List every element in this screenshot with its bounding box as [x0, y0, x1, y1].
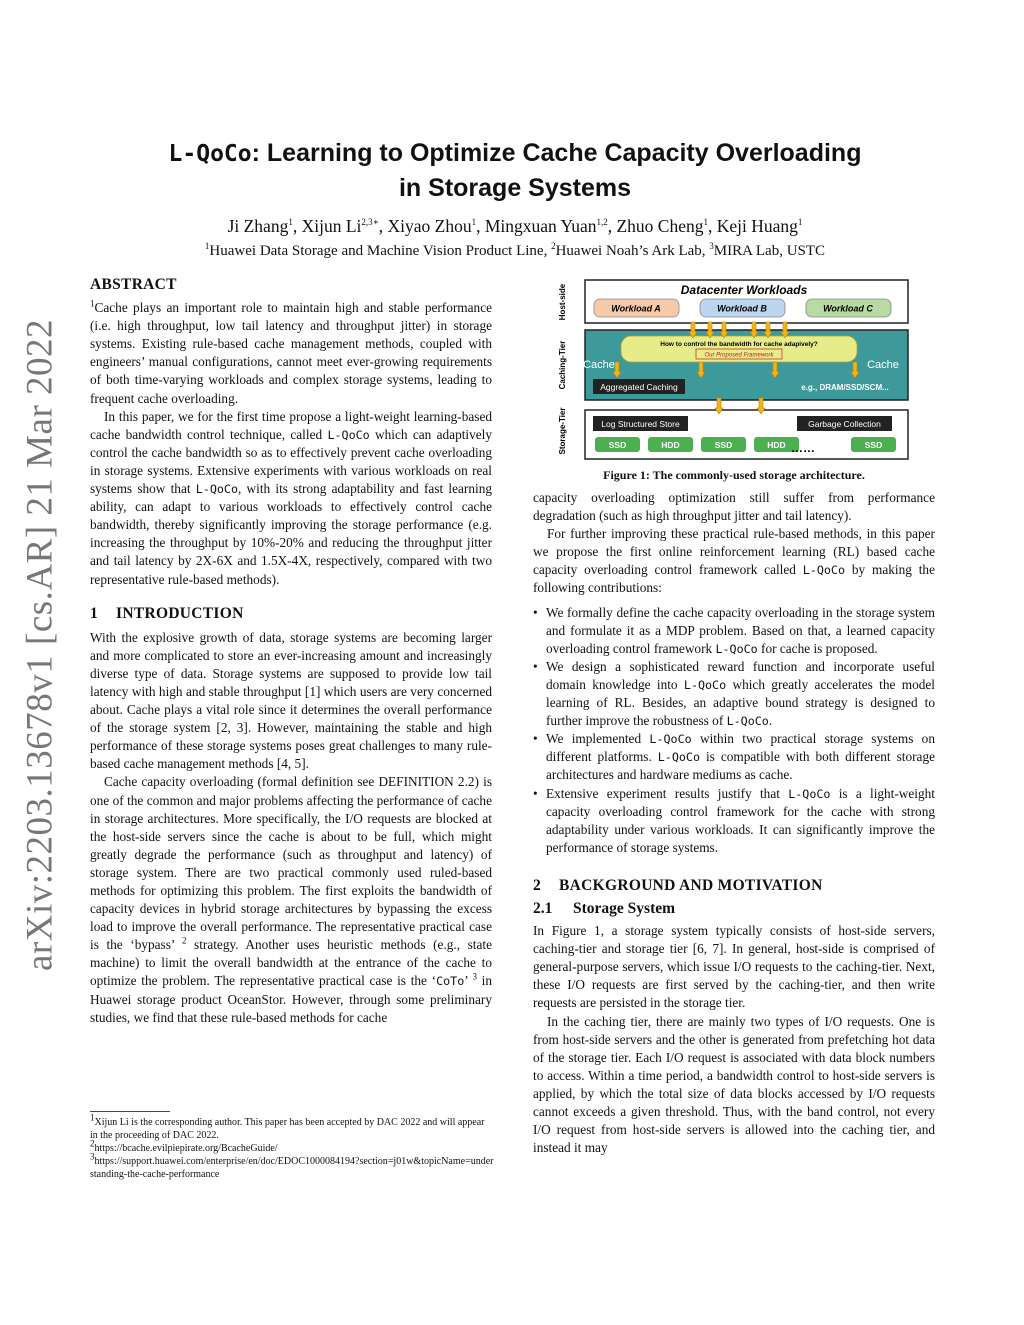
garbage-collection-label: Garbage Collection: [808, 419, 881, 429]
author: Mingxuan Yuan: [484, 216, 597, 236]
title-line2: in Storage Systems: [398, 174, 632, 202]
contribution-item: [533, 658, 935, 730]
author: Xijun Li: [301, 216, 362, 236]
contribution-text: which greatly accelerates the model learning of RL. Besides, an adaptive bound strategy is designed to further improve the robustness of: [546, 676, 935, 729]
author: Xiyao Zhou: [387, 216, 472, 236]
author: Ji Zhang: [227, 216, 289, 236]
footnote-sup: 1: [90, 1112, 95, 1123]
contribution-list: [533, 604, 935, 857]
title-line1: : Learning to Optimize Cache Capacity Overloading: [251, 139, 862, 167]
footnote: [90, 1151, 494, 1181]
method-name: L-QoCo: [195, 482, 238, 497]
footnote-rule: [90, 1111, 170, 1112]
abstract-heading: ABSTRACT: [90, 276, 177, 293]
contribution-text: We design a sophisticated reward function and incorporate useful domain knowledge into: [546, 658, 935, 692]
drive-label: SSD: [864, 440, 883, 450]
section-title: INTRODUCTION: [116, 604, 244, 622]
contribution-text: is a light-weight capacity overloading control framework for the cache with strong adaptability under various workloads. It can significantly improve the performance of storage systems.: [546, 785, 935, 855]
footnote-link[interactable]: https://bcache.evilpiepirate.org/BcacheGuide/: [94, 1143, 278, 1154]
datacenter-label: Datacenter Workloads: [680, 283, 808, 297]
right-paragraph-2: [533, 525, 935, 597]
log-store-label: Log Structured Store: [601, 419, 680, 429]
workload-a-label: Workload A: [611, 303, 661, 314]
method-name: L-QoCo: [802, 563, 846, 578]
affiliation: MIRA Lab, USTC: [713, 243, 826, 259]
drive-label: HDD: [767, 440, 786, 450]
abstract-fn-mark: 1: [90, 298, 95, 309]
footnotes: [90, 1112, 494, 1181]
cache-right-label: Cache: [867, 359, 899, 371]
affil-sup: 1: [204, 241, 210, 251]
arxiv-id: arXiv:2203.13678v1 [cs.AR] 21 Mar 2022: [19, 318, 61, 972]
coto-name: CoTo: [436, 974, 465, 989]
right-paragraph-3: In Figure 1, a storage system typically consists of host-side servers, caching-tier and storage tier [6, 7]. In general, host-side is comprised of general-purpose servers, which issue I/O requests to the caching-tier. Next, these I/O requests are first served by the caching-tier, and then write requests are persisted in the storage tier.: [533, 923, 935, 1011]
contribution-text: We formally define the cache capacity overloading in the storage system and formulate it as a MDP problem. Based on that, a learned capacity overloading control framework: [546, 604, 935, 656]
tier-label-host: Host-side: [558, 283, 567, 321]
affil-sup: 2: [551, 241, 556, 251]
drive-ellipsis: ……: [791, 441, 815, 455]
abstract-text-1: Cache plays an important role to maintain high and stable performance (i.e. high throughput, low tail latency and throughput jitter) in storage systems. Existing rule-based cache management methods, coupled with engineers’ manual configurations, cannot meet ever-growing requirements of both time-varying workloads and complex storage systems, leading to frequent cache overloading.: [90, 300, 492, 406]
intro-paragraph-1: With the explosive growth of data, storage systems are becoming larger and more complicated to store an ever-increasing amount and increasingly diverse type of data. Storage systems are supposed to provide low tail latency with high and stable throughput [1] which users are very concerned about. Cache plays a vital role since it determines the overall performance of the storage system [2, 3]. However, maintaining the stable and high performance of these storage systems poses great challenges to many rule-based cache management methods [4, 5].: [90, 629, 492, 772]
intro-text-2d: in Huawei storage product OceanStor. However, through some preliminary studies, we find that these rule-based methods for cache: [90, 973, 493, 1025]
contribution-item: [533, 604, 935, 658]
subsection-number: 2.1: [533, 899, 553, 917]
intro-text-2b: strategy. Another uses heuristic methods (e.g., state machine) to limit the overall bandwidth at the entrance of the cache to optimize the problem. The representative practical case is the ‘: [90, 937, 492, 989]
affiliation: Huawei Noah’s Ark Lab,: [555, 243, 710, 259]
intro-text-2c: ’: [464, 973, 473, 989]
footnote-sup: 3: [90, 1151, 95, 1162]
section-number: 1: [90, 604, 99, 622]
intro-heading: [90, 605, 492, 623]
author-sup: 2,3∗: [361, 217, 379, 228]
affiliation: Huawei Data Storage and Machine Vision Product Line,: [209, 243, 552, 259]
affil-sup: 3: [709, 241, 714, 251]
contribution-text: We implemented: [546, 731, 650, 747]
author: Zhuo Cheng: [616, 216, 704, 236]
author-sup: 1: [471, 217, 477, 228]
right-text-2a: For further improving these practical rule-based methods, in this paper we propose the first online reinforcement learning (RL) based cache capacity overloading control framework called: [533, 526, 935, 578]
affiliations: [100, 243, 930, 260]
method-name: L-QoCo: [649, 732, 692, 747]
method-name: L-QoCo: [657, 750, 700, 765]
right-text-2b: by making the following contributions:: [533, 562, 935, 596]
abstract-text-2b: which can adaptively control the cache bandwidth so as to effectively prevent cache overloading in storage systems. Extensive experiments with various workloads on real systems show that: [90, 426, 492, 497]
footnote-text: Xijun Li is the corresponding author. This paper has been accepted by DAC 2022 and will appear in the proceeding of DAC 2022.: [90, 1117, 485, 1141]
proposed-framework-label: Our Proposed Framework: [704, 352, 774, 359]
storage-architecture-figure: [555, 278, 912, 463]
section-2-1-heading: [533, 900, 935, 918]
author-sup: 1,2: [596, 217, 608, 228]
workload-b-label: Workload B: [717, 303, 767, 314]
method-name: L-QoCo: [715, 641, 758, 656]
aggregated-caching-label: Aggregated Caching: [600, 382, 678, 392]
intro-text-2a: Cache capacity overloading (formal definition see DEFINITION 2.2) is one of the common and major problems affecting the performance of cache in storage architectures. More specifically, the I/O requests are blocked at the host-side servers since the cache is about to be full, which might greatly degrade the performance (such as throughput and latency) of storage system. There are two practical commonly used ruled-based methods for optimizing this problem. The first exploits the bandwidth of capacity devices in hybrid storage architectures by bypassing the excess load to improve the overall performance. The representative practical case is the ‘bypass’: [90, 774, 492, 953]
control-question: How to control the bandwidth for cache adapively?: [660, 341, 818, 348]
right-column: [533, 489, 935, 1157]
abstract-text-2c: , with its strong adaptability and fast learning ability, can adapt to various workloads to effectively control cache bandwidth, thereby significantly improving the storage performance (e.g. increasing the throughput by 10%-20% and reducing the throughput jitter and tail latency by 2X-6X and 1.5X-4X, respectively, compared with two representative rule-based methods).: [90, 481, 492, 587]
footnote-mark: 2: [181, 935, 187, 946]
abstract-paragraph-1: [90, 299, 492, 408]
section-title: BACKGROUND AND MOTIVATION: [559, 876, 823, 894]
workload-c-label: Workload C: [823, 303, 873, 314]
author-sup: 1: [703, 217, 708, 228]
drive-label: HDD: [661, 440, 680, 450]
contribution-item: [533, 730, 935, 784]
contribution-text: for cache is proposed.: [757, 640, 878, 656]
method-name: L-QoCo: [788, 786, 831, 801]
cache-media-label: e.g., DRAM/SSD/SCM...: [801, 383, 889, 392]
footnote-mark: 3: [472, 972, 477, 983]
footnote: [90, 1138, 494, 1155]
paper-title: [100, 136, 930, 205]
section-number: 2: [533, 876, 542, 894]
drive-label: SSD: [608, 440, 627, 450]
arxiv-stamp: [10, 318, 70, 972]
contribution-text: .: [768, 713, 773, 729]
abstract-text-2a: In this paper, we for the first time propose a light-weight learning-based cache bandwidth control technique, called: [90, 408, 492, 442]
footnote: [90, 1112, 494, 1142]
title-method-name: L-QoCo: [168, 141, 252, 167]
cache-left-label: Cache: [583, 359, 615, 371]
section-2-heading: [533, 877, 935, 895]
contribution-item: [533, 785, 935, 857]
method-name: L-QoCo: [726, 714, 769, 729]
footnote-link[interactable]: https://support.huawei.com/enterprise/en/doc/EDOC1000084194?section=j01w&topicName=understanding-the-cache-performance: [90, 1156, 494, 1180]
footnote-sup: 2: [90, 1138, 95, 1149]
right-paragraph-4: In the caching tier, there are mainly two types of I/O requests. One is from host-side servers and the other is generated from prefetching hot data of the storage tier. Each I/O request is associated with data block numbers to access. Within a time period, a bandwidth control to host-side servers is applied, by which the total size of data blocks accessed by I/O requests cannot exceeds a given threshold. Thus, with the band control, not every I/O request from host-side servers is allowed into the caching tier, and instead it may: [533, 1013, 935, 1156]
author-sup: 1: [797, 217, 803, 228]
abstract-paragraph-2: [90, 408, 492, 589]
contribution-text: is compatible with both different storage architectures and hardware mediums as cache.: [546, 749, 935, 783]
tier-label-storage: Storage-Tier: [558, 407, 567, 455]
tier-label-caching: Caching-Tier: [558, 340, 567, 390]
author-list: Ji Zhang$^1$, Xijun $Li^{2,3∗}$, Xiyao Zhou$^1$, Mingxuan Yuan$^{1,2}$, Zhuo Cheng$^1$, Keji Huang$^1$: [227, 216, 803, 236]
method-name: L-QoCo: [327, 427, 370, 442]
left-column: [90, 276, 492, 1027]
method-name: L-QoCo: [683, 677, 727, 692]
drive-label: SSD: [714, 440, 733, 450]
contribution-text: within two practical storage systems on different platforms.: [546, 731, 935, 765]
contribution-text: Extensive experiment results justify that: [546, 785, 789, 801]
figure-caption: Figure 1: The commonly-used storage architecture.: [603, 468, 865, 482]
subsection-title: Storage System: [573, 899, 676, 917]
intro-paragraph-2: [90, 773, 492, 1026]
author-sup: 1: [288, 217, 293, 228]
right-paragraph-1: capacity overloading optimization still suffer from performance degradation (such as high throughput jitter and tail latency).: [533, 490, 935, 524]
author: Keji Huang: [716, 216, 798, 236]
